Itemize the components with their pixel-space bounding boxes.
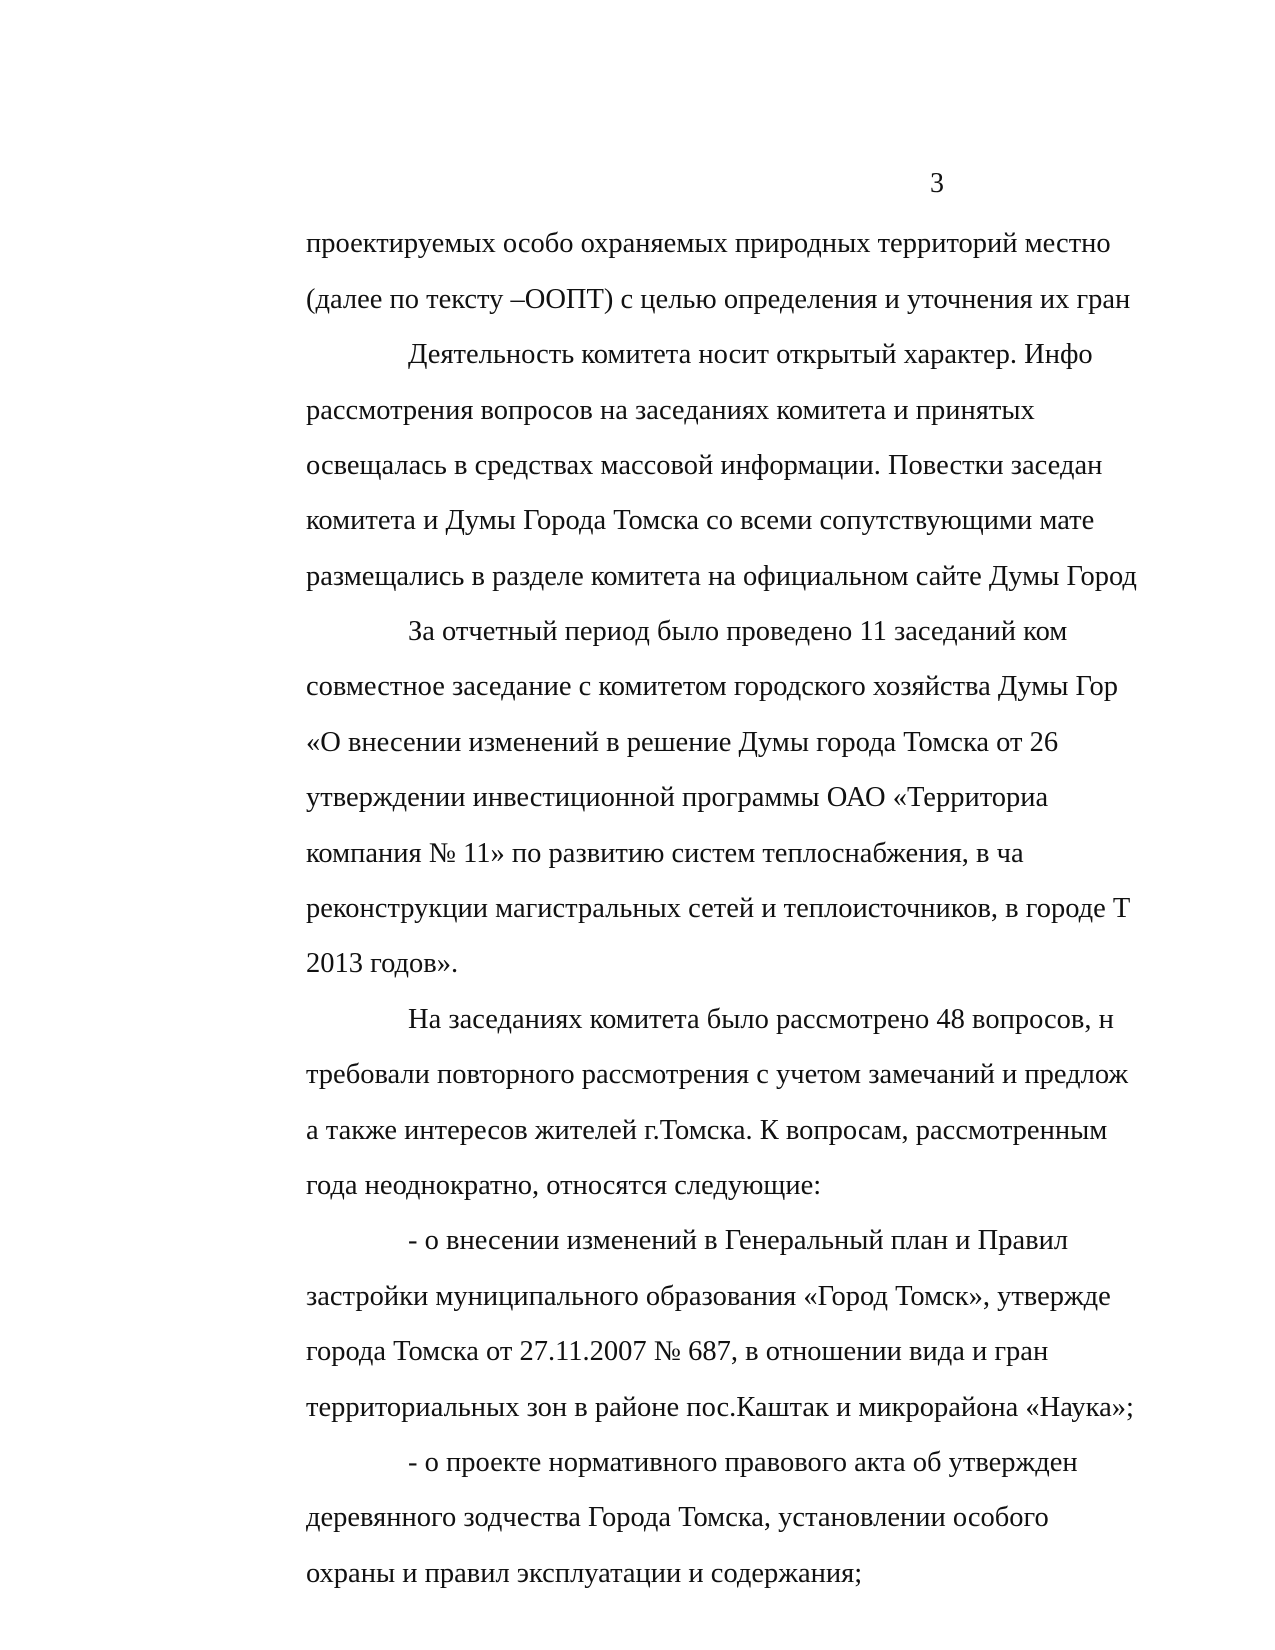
text-line: проектируемых особо охраняемых природных территорий местно (306, 228, 1111, 259)
text-line: «О внесении изменений в решение Думы города Томска от 26 (306, 727, 1059, 758)
text-line: рассмотрения вопросов на заседаниях комитета и принятых (306, 395, 1035, 426)
text-line: требовали повторного рассмотрения с учетом замечаний и предлож (306, 1059, 1129, 1090)
text-line: реконструкции магистральных сетей и теплоисточников, в городе Т (306, 893, 1131, 924)
text-line: компания № 11» по развитию систем теплоснабжения, в ча (306, 838, 1024, 869)
text-line: комитета и Думы Города Томска со всеми сопутствующими мате (306, 505, 1095, 536)
text-line: года неоднократно, относятся следующие: (306, 1170, 822, 1201)
paragraph-first-line: Деятельность комитета носит открытый характер. Инфо (408, 339, 1093, 370)
text-line: застройки муниципального образования «Город Томск», утвержде (306, 1281, 1111, 1312)
text-line: 2013 годов». (306, 948, 459, 979)
list-item-first-line: - о проекте нормативного правового акта об утвержден (408, 1447, 1078, 1478)
text-line: утверждении инвестиционной программы ОАО «Территориа (306, 782, 1049, 813)
text-line: размещались в разделе комитета на официальном сайте Думы Город (306, 561, 1137, 592)
page-number: 3 (930, 168, 944, 199)
text-line: территориальных зон в районе пос.Каштак и микрорайона «Наука»; (306, 1392, 1134, 1423)
text-line: города Томска от 27.11.2007 № 687, в отношении вида и гран (306, 1336, 1049, 1367)
text-line: деревянного зодчества Города Томска, установлении особого (306, 1502, 1049, 1533)
paragraph-first-line: За отчетный период было проведено 11 заседаний ком (408, 616, 1068, 647)
text-line: освещалась в средствах массовой информации. Повестки заседан (306, 450, 1103, 481)
list-item-first-line: - о внесении изменений в Генеральный план и Правил (408, 1225, 1069, 1256)
text-line: а также интересов жителей г.Томска. К вопросам, рассмотренным (306, 1115, 1108, 1146)
text-line: совместное заседание с комитетом городского хозяйства Думы Гор (306, 671, 1118, 702)
text-line: охраны и правил эксплуатации и содержания; (306, 1558, 863, 1589)
paragraph-first-line: На заседаниях комитета было рассмотрено 48 вопросов, н (408, 1004, 1114, 1035)
text-line: (далее по тексту –ООПТ) с целью определения и уточнения их гран (306, 284, 1131, 315)
